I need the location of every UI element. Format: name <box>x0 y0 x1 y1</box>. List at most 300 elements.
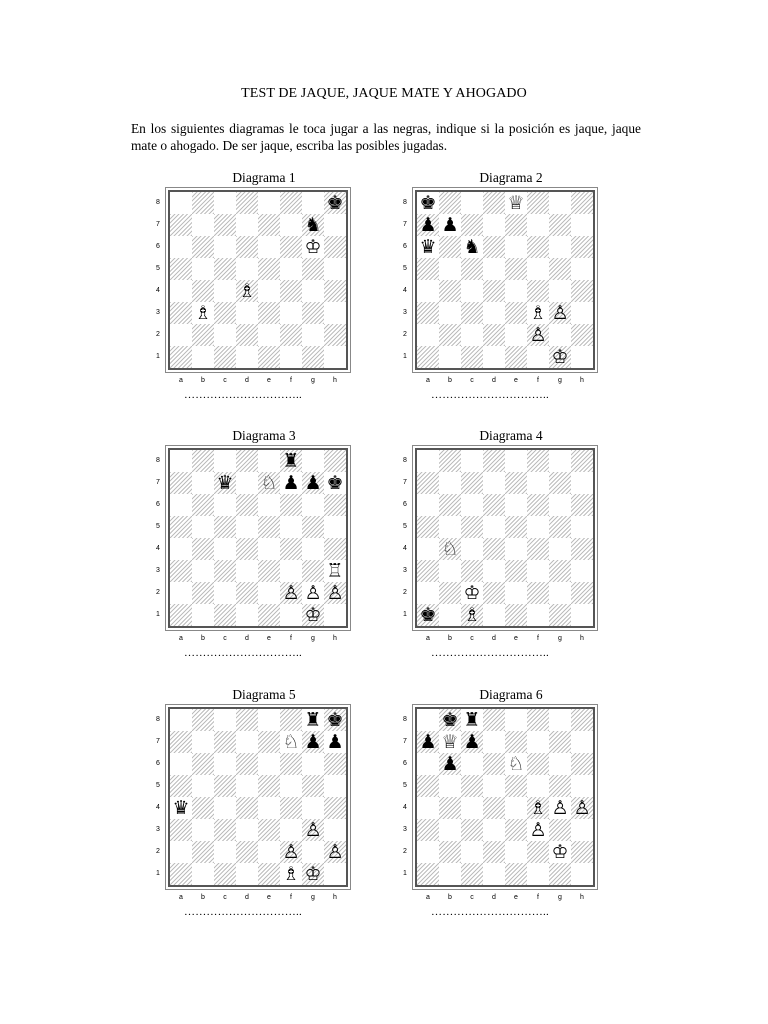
chess-piece-icon: ♗ <box>282 863 300 885</box>
square-e6 <box>258 753 280 775</box>
square-g7 <box>302 472 324 494</box>
square-g1 <box>302 346 324 368</box>
chess-piece-icon: ♟ <box>419 731 437 753</box>
square-f4 <box>527 538 549 560</box>
diagram-5 <box>156 687 364 937</box>
rank-label: 5 <box>403 523 407 530</box>
rank-labels <box>154 709 162 885</box>
rank-label: 2 <box>403 589 407 596</box>
square-c3 <box>214 302 236 324</box>
square-e2 <box>258 841 280 863</box>
rank-label: 1 <box>156 611 160 618</box>
square-f4 <box>280 538 302 560</box>
chess-piece-icon: ♚ <box>326 192 344 214</box>
square-g1 <box>549 863 571 885</box>
square-e7 <box>505 472 527 494</box>
square-f3 <box>280 302 302 324</box>
rank-label: 5 <box>403 782 407 789</box>
file-label: c <box>470 894 474 901</box>
file-labels <box>170 635 346 642</box>
square-f6 <box>527 494 549 516</box>
diagram-title: Diagrama 2 <box>479 170 543 185</box>
square-e6 <box>258 236 280 258</box>
square-a1 <box>417 346 439 368</box>
diagram-title: Diagrama 1 <box>232 170 296 185</box>
square-c8 <box>461 192 483 214</box>
square-h6 <box>324 236 346 258</box>
chess-piece-icon: ♞ <box>304 214 322 236</box>
square-c7 <box>214 472 236 494</box>
chess-piece-icon: ♙ <box>529 819 547 841</box>
file-label: a <box>179 894 183 901</box>
square-a4 <box>417 280 439 302</box>
square-c7 <box>214 214 236 236</box>
square-b5 <box>439 775 461 797</box>
file-label: f <box>290 635 292 642</box>
rank-label: 6 <box>156 501 160 508</box>
square-f2 <box>527 841 549 863</box>
rank-label: 4 <box>156 804 160 811</box>
answer-line[interactable]: ………………………….. <box>431 389 549 401</box>
rank-label: 4 <box>403 287 407 294</box>
chess-piece-icon: ♟ <box>463 731 481 753</box>
square-b4 <box>439 797 461 819</box>
square-d4 <box>236 538 258 560</box>
rank-label: 2 <box>156 331 160 338</box>
square-e5 <box>505 516 527 538</box>
file-label: c <box>470 635 474 642</box>
chess-board <box>415 190 595 370</box>
square-g7 <box>549 472 571 494</box>
square-a8 <box>417 450 439 472</box>
chess-piece-icon: ♙ <box>573 797 591 819</box>
square-d4 <box>236 280 258 302</box>
square-c6 <box>214 753 236 775</box>
square-f6 <box>527 753 549 775</box>
file-labels <box>170 894 346 901</box>
square-d3 <box>236 819 258 841</box>
square-d2 <box>236 324 258 346</box>
chess-piece-icon: ♗ <box>463 604 481 626</box>
rank-label: 6 <box>156 760 160 767</box>
square-a8 <box>170 450 192 472</box>
square-b6 <box>439 494 461 516</box>
square-g1 <box>302 604 324 626</box>
square-d5 <box>483 516 505 538</box>
rank-label: 4 <box>156 287 160 294</box>
answer-line[interactable]: ………………………….. <box>184 647 302 659</box>
chess-piece-icon: ♟ <box>282 472 300 494</box>
answer-line[interactable]: ………………………….. <box>184 389 302 401</box>
file-label: f <box>290 377 292 384</box>
square-g6 <box>302 494 324 516</box>
square-b2 <box>439 841 461 863</box>
square-h1 <box>324 346 346 368</box>
square-g3 <box>302 819 324 841</box>
square-c4 <box>461 797 483 819</box>
square-c1 <box>461 604 483 626</box>
file-label: f <box>537 894 539 901</box>
square-a6 <box>417 753 439 775</box>
square-g4 <box>549 797 571 819</box>
square-e4 <box>258 280 280 302</box>
square-d7 <box>236 472 258 494</box>
rank-label: 6 <box>403 501 407 508</box>
square-d6 <box>483 494 505 516</box>
diagram-title: Diagrama 3 <box>232 428 296 443</box>
rank-label: 3 <box>156 567 160 574</box>
square-b4 <box>192 538 214 560</box>
square-e1 <box>505 604 527 626</box>
square-f8 <box>280 450 302 472</box>
square-f6 <box>280 236 302 258</box>
square-a3 <box>170 302 192 324</box>
instructions-text: En los siguientes diagramas le toca jugar a las negras, indique si la posición es jaque, jaque mate o ahogado. De ser jaque, escriba las posibles jugadas. <box>131 121 641 153</box>
file-label: e <box>267 377 271 384</box>
square-e4 <box>258 538 280 560</box>
square-g1 <box>549 346 571 368</box>
file-label: h <box>333 894 337 901</box>
square-f2 <box>280 582 302 604</box>
square-b2 <box>439 582 461 604</box>
square-h5 <box>324 775 346 797</box>
chess-piece-icon: ♘ <box>282 731 300 753</box>
square-e4 <box>505 538 527 560</box>
square-h4 <box>324 538 346 560</box>
square-d4 <box>483 280 505 302</box>
chess-piece-icon: ♘ <box>260 472 278 494</box>
square-d2 <box>483 841 505 863</box>
square-e5 <box>258 258 280 280</box>
file-label: g <box>558 894 562 901</box>
square-b8 <box>192 709 214 731</box>
file-label: g <box>558 377 562 384</box>
square-h7 <box>324 731 346 753</box>
square-h1 <box>571 346 593 368</box>
square-b2 <box>192 841 214 863</box>
square-d1 <box>236 604 258 626</box>
rank-label: 6 <box>403 760 407 767</box>
chess-piece-icon: ♛ <box>172 797 190 819</box>
square-a7 <box>417 731 439 753</box>
square-d7 <box>483 214 505 236</box>
square-a8 <box>417 709 439 731</box>
square-e8 <box>505 709 527 731</box>
square-f7 <box>280 731 302 753</box>
square-g2 <box>302 841 324 863</box>
square-g8 <box>302 450 324 472</box>
square-e6 <box>505 494 527 516</box>
square-c4 <box>214 797 236 819</box>
chess-piece-icon: ♙ <box>304 819 322 841</box>
square-h4 <box>571 538 593 560</box>
square-a2 <box>170 324 192 346</box>
square-g8 <box>302 192 324 214</box>
square-d7 <box>483 472 505 494</box>
square-f5 <box>280 258 302 280</box>
square-e6 <box>258 494 280 516</box>
square-b1 <box>439 346 461 368</box>
square-e5 <box>505 775 527 797</box>
rank-label: 5 <box>156 523 160 530</box>
square-g4 <box>302 538 324 560</box>
square-c5 <box>461 775 483 797</box>
square-g5 <box>302 258 324 280</box>
file-label: c <box>470 377 474 384</box>
rank-label: 7 <box>403 738 407 745</box>
square-b6 <box>439 753 461 775</box>
square-b7 <box>192 214 214 236</box>
file-labels <box>417 377 593 384</box>
square-c2 <box>461 324 483 346</box>
square-a3 <box>417 560 439 582</box>
square-g2 <box>302 324 324 346</box>
chess-board <box>168 190 348 370</box>
diagram-title: Diagrama 4 <box>479 428 543 443</box>
square-g3 <box>549 560 571 582</box>
file-label: e <box>267 635 271 642</box>
square-c5 <box>461 258 483 280</box>
square-a3 <box>170 560 192 582</box>
square-d3 <box>483 302 505 324</box>
chess-piece-icon: ♚ <box>441 709 459 731</box>
square-b1 <box>192 863 214 885</box>
square-d2 <box>236 582 258 604</box>
square-b2 <box>192 324 214 346</box>
square-a6 <box>170 753 192 775</box>
square-h6 <box>571 753 593 775</box>
chess-piece-icon: ♞ <box>463 236 481 258</box>
square-e8 <box>258 192 280 214</box>
square-h8 <box>324 709 346 731</box>
square-f7 <box>280 472 302 494</box>
square-b5 <box>192 258 214 280</box>
file-labels <box>417 894 593 901</box>
square-f4 <box>280 280 302 302</box>
square-c3 <box>461 302 483 324</box>
square-g6 <box>549 494 571 516</box>
square-a1 <box>417 863 439 885</box>
square-a2 <box>417 582 439 604</box>
answer-line[interactable]: ………………………….. <box>431 906 549 918</box>
square-f5 <box>527 258 549 280</box>
square-h7 <box>571 214 593 236</box>
square-d3 <box>236 560 258 582</box>
rank-label: 4 <box>403 545 407 552</box>
square-g5 <box>549 258 571 280</box>
chess-piece-icon: ♘ <box>507 753 525 775</box>
file-label: c <box>223 894 227 901</box>
chess-piece-icon: ♙ <box>304 582 322 604</box>
file-label: b <box>201 894 205 901</box>
chess-piece-icon: ♛ <box>419 236 437 258</box>
chess-piece-icon: ♗ <box>194 302 212 324</box>
square-b6 <box>192 753 214 775</box>
chess-piece-icon: ♙ <box>551 797 569 819</box>
chess-piece-icon: ♟ <box>419 214 437 236</box>
square-d7 <box>483 731 505 753</box>
square-h5 <box>571 258 593 280</box>
square-h4 <box>571 280 593 302</box>
square-c3 <box>461 819 483 841</box>
square-h8 <box>571 450 593 472</box>
chess-piece-icon: ♔ <box>304 604 322 626</box>
square-d1 <box>236 346 258 368</box>
square-b6 <box>192 494 214 516</box>
square-g5 <box>302 516 324 538</box>
square-d7 <box>236 731 258 753</box>
rank-label: 1 <box>156 870 160 877</box>
square-b1 <box>192 346 214 368</box>
square-h4 <box>324 280 346 302</box>
square-a6 <box>170 494 192 516</box>
square-e2 <box>258 582 280 604</box>
square-f4 <box>527 797 549 819</box>
square-h3 <box>571 819 593 841</box>
square-d5 <box>236 775 258 797</box>
answer-line[interactable]: ………………………….. <box>431 647 549 659</box>
square-b7 <box>192 472 214 494</box>
square-c2 <box>214 841 236 863</box>
square-b4 <box>192 797 214 819</box>
file-label: a <box>179 635 183 642</box>
square-b7 <box>439 214 461 236</box>
square-c2 <box>214 324 236 346</box>
square-f8 <box>527 192 549 214</box>
square-h3 <box>324 302 346 324</box>
square-f1 <box>280 346 302 368</box>
diagram-4 <box>403 428 611 678</box>
file-labels <box>417 635 593 642</box>
file-label: h <box>580 635 584 642</box>
square-h2 <box>324 841 346 863</box>
square-c8 <box>461 709 483 731</box>
square-g1 <box>549 604 571 626</box>
square-b5 <box>439 516 461 538</box>
diagram-3 <box>156 428 364 678</box>
square-c4 <box>214 280 236 302</box>
rank-label: 2 <box>156 589 160 596</box>
square-a5 <box>417 775 439 797</box>
chess-piece-icon: ♟ <box>441 753 459 775</box>
file-label: e <box>267 894 271 901</box>
square-b2 <box>439 324 461 346</box>
square-d1 <box>483 604 505 626</box>
square-a4 <box>417 538 439 560</box>
square-g7 <box>302 214 324 236</box>
file-label: a <box>179 377 183 384</box>
square-f8 <box>280 709 302 731</box>
square-d4 <box>483 797 505 819</box>
square-a4 <box>170 797 192 819</box>
square-g8 <box>549 450 571 472</box>
square-h2 <box>571 324 593 346</box>
file-label: b <box>448 377 452 384</box>
square-g5 <box>549 775 571 797</box>
rank-label: 8 <box>156 199 160 206</box>
square-g4 <box>549 280 571 302</box>
rank-label: 8 <box>403 199 407 206</box>
square-b8 <box>439 192 461 214</box>
square-b4 <box>439 280 461 302</box>
chess-board <box>415 448 595 628</box>
square-a5 <box>170 516 192 538</box>
square-a5 <box>170 258 192 280</box>
chess-piece-icon: ♟ <box>326 731 344 753</box>
chess-piece-icon: ♔ <box>304 863 322 885</box>
square-h2 <box>571 841 593 863</box>
square-h5 <box>324 258 346 280</box>
square-c2 <box>461 841 483 863</box>
chess-piece-icon: ♗ <box>238 280 256 302</box>
square-e8 <box>258 709 280 731</box>
square-g4 <box>302 797 324 819</box>
file-label: d <box>492 635 496 642</box>
rank-label: 4 <box>403 804 407 811</box>
rank-label: 8 <box>156 457 160 464</box>
square-a4 <box>170 538 192 560</box>
answer-line[interactable]: ………………………….. <box>184 906 302 918</box>
square-b2 <box>192 582 214 604</box>
file-label: f <box>537 377 539 384</box>
square-g7 <box>549 214 571 236</box>
square-h7 <box>571 472 593 494</box>
square-g7 <box>302 731 324 753</box>
square-b5 <box>192 775 214 797</box>
square-b4 <box>439 538 461 560</box>
file-label: b <box>201 635 205 642</box>
square-d8 <box>236 709 258 731</box>
rank-label: 2 <box>403 848 407 855</box>
square-e5 <box>505 258 527 280</box>
file-label: g <box>311 377 315 384</box>
square-h2 <box>571 582 593 604</box>
chess-piece-icon: ♕ <box>441 731 459 753</box>
chess-piece-icon: ♟ <box>304 472 322 494</box>
square-h3 <box>324 819 346 841</box>
rank-labels <box>154 192 162 368</box>
square-h1 <box>571 604 593 626</box>
square-d8 <box>483 450 505 472</box>
square-f2 <box>527 324 549 346</box>
square-a5 <box>417 516 439 538</box>
file-label: e <box>514 635 518 642</box>
square-f1 <box>527 604 549 626</box>
square-f4 <box>527 280 549 302</box>
square-g8 <box>549 709 571 731</box>
square-e7 <box>258 214 280 236</box>
square-f3 <box>280 819 302 841</box>
diagram-title: Diagrama 6 <box>479 687 543 702</box>
chess-board <box>168 448 348 628</box>
file-label: a <box>426 635 430 642</box>
square-c4 <box>461 280 483 302</box>
square-e8 <box>258 450 280 472</box>
square-f1 <box>280 863 302 885</box>
square-d5 <box>483 258 505 280</box>
square-b8 <box>192 192 214 214</box>
square-f1 <box>527 863 549 885</box>
square-c8 <box>461 450 483 472</box>
square-b7 <box>439 731 461 753</box>
square-a7 <box>417 472 439 494</box>
square-g6 <box>549 236 571 258</box>
chess-piece-icon: ♙ <box>282 841 300 863</box>
square-a4 <box>417 797 439 819</box>
square-f6 <box>527 236 549 258</box>
square-h5 <box>571 775 593 797</box>
square-a6 <box>417 236 439 258</box>
